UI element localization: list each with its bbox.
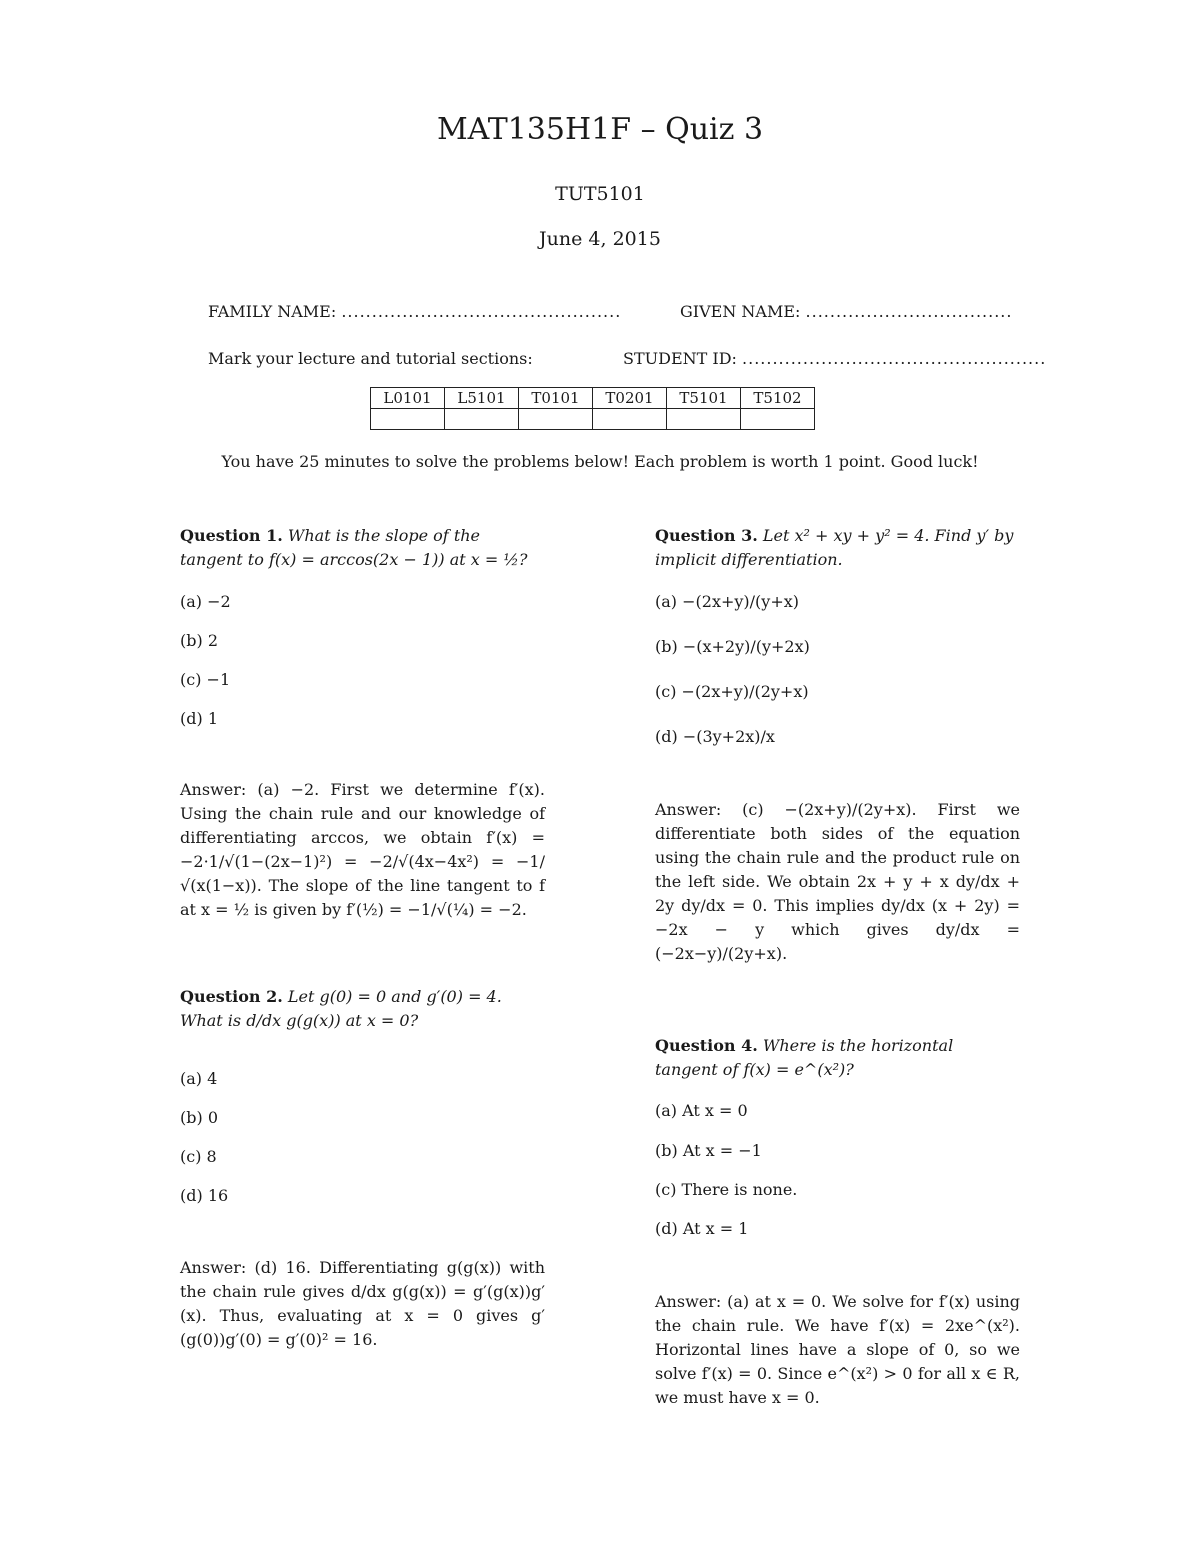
question-2-heading: Question 2. <box>180 987 283 1006</box>
question-3-option-d[interactable]: (d) −(3y+2x)/x <box>655 727 775 746</box>
question-1-heading: Question 1. <box>180 526 283 545</box>
given-name-blank: .................................. <box>805 302 1013 321</box>
question-3-option-a[interactable]: (a) −(2x+y)/(y+x) <box>655 592 799 611</box>
section-header-row <box>371 388 815 409</box>
section-label: L5101 <box>445 388 519 409</box>
sections-label: Mark your lecture and tutorial sections: <box>208 349 533 368</box>
question-3 <box>655 524 1020 572</box>
question-3-heading: Question 3. <box>655 526 758 545</box>
question-3-option-c[interactable]: (c) −(2x+y)/(2y+x) <box>655 682 809 701</box>
question-2-option-a[interactable]: (a) 4 <box>180 1069 218 1088</box>
question-1 <box>180 524 545 572</box>
question-4-option-c[interactable]: (c) There is none. <box>655 1180 798 1199</box>
family-name-field[interactable] <box>208 302 621 321</box>
student-id-label: STUDENT ID: <box>623 349 737 368</box>
question-3-answer: Answer: (c) −(2x+y)/(2y+x). First we differentiate both sides of the equation using the chain rule and the product rule on the left side. We obtain 2x + y + x dy/dx + 2y dy/dx = 0. This implies dy/dx (x + 2y) = −2x − y which gives dy/dx = (−2x−y)/(2y+x). <box>655 800 1020 963</box>
section-table <box>370 387 815 430</box>
question-4-heading: Question 4. <box>655 1036 758 1055</box>
question-1-answer: Answer: (a) −2. First we determine f′(x). Using the chain rule and our knowledge of differentiating arccos, we obtain f′(x) = −2·1/√(1−(2x−1)²) = −2/√(4x−4x²) = −1/√(x(1−x)). The slope of the line tangent to f at x = ½ is given by f′(½) = −1/√(¼) = −2. <box>180 780 545 919</box>
section-label: T0201 <box>593 388 667 409</box>
section-checkbox[interactable] <box>741 409 815 430</box>
student-id-blank: .................................................. <box>742 349 1047 368</box>
section-label: T5101 <box>667 388 741 409</box>
section-label: L0101 <box>371 388 445 409</box>
question-3-option-b[interactable]: (b) −(x+2y)/(y+2x) <box>655 637 810 656</box>
question-3-text: Let x² + xy + y² = 4. Find y′ by implicit differentiation. <box>655 526 1014 569</box>
section-checkbox[interactable] <box>519 409 593 430</box>
section-checkbox[interactable] <box>371 409 445 430</box>
question-2-answer: Answer: (d) 16. Differentiating g(g(x)) with the chain rule gives d/dx g(g(x)) = g′(g(x))g′(x). Thus, evaluating at x = 0 gives g′(g(0))g′(0) = g′(0)² = 16. <box>180 1258 545 1349</box>
student-id-field[interactable] <box>623 349 1046 368</box>
tutorial-code: TUT5101 <box>555 183 645 205</box>
question-2 <box>180 985 545 1033</box>
question-1-option-b[interactable]: (b) 2 <box>180 631 218 650</box>
question-4-option-b[interactable]: (b) At x = −1 <box>655 1141 762 1160</box>
question-2-option-b[interactable]: (b) 0 <box>180 1108 218 1127</box>
section-checkbox-row <box>371 409 815 430</box>
question-1-option-c[interactable]: (c) −1 <box>180 670 231 689</box>
question-1-option-d[interactable]: (d) 1 <box>180 709 218 728</box>
question-2-text: Let g(0) = 0 and g′(0) = 4. What is d/dx g(g(x)) at x = 0? <box>180 987 502 1030</box>
given-name-field[interactable] <box>680 302 1012 321</box>
section-label: T5102 <box>741 388 815 409</box>
section-checkbox[interactable] <box>445 409 519 430</box>
question-4 <box>655 1034 1020 1082</box>
question-1-text: What is the slope of the tangent to f(x) = arccos(2x − 1)) at x = ½? <box>180 526 528 569</box>
instructions: You have 25 minutes to solve the problems below! Each problem is worth 1 point. Good luck! <box>221 452 979 471</box>
section-checkbox[interactable] <box>593 409 667 430</box>
question-2-option-d[interactable]: (d) 16 <box>180 1186 229 1205</box>
question-1-option-a[interactable]: (a) −2 <box>180 592 231 611</box>
question-2-option-c[interactable]: (c) 8 <box>180 1147 217 1166</box>
question-4-option-d[interactable]: (d) At x = 1 <box>655 1219 749 1238</box>
section-label: T0101 <box>519 388 593 409</box>
question-4-option-a[interactable]: (a) At x = 0 <box>655 1101 748 1120</box>
section-checkbox[interactable] <box>667 409 741 430</box>
quiz-date: June 4, 2015 <box>539 228 661 250</box>
given-name-label: GIVEN NAME: <box>680 302 801 321</box>
page-title: MAT135H1F – Quiz 3 <box>436 112 764 147</box>
family-name-label: FAMILY NAME: <box>208 302 337 321</box>
question-4-text: Where is the horizontal tangent of f(x) = e^(x²)? <box>655 1036 954 1079</box>
question-4-answer: Answer: (a) at x = 0. We solve for f′(x) using the chain rule. We have f′(x) = 2xe^(x²). Horizontal lines have a slope of 0, so we solve f′(x) = 0. Since e^(x²) > 0 for all x ∈ R, we must have x = 0. <box>655 1292 1020 1407</box>
family-name-blank: .............................................. <box>341 302 622 321</box>
